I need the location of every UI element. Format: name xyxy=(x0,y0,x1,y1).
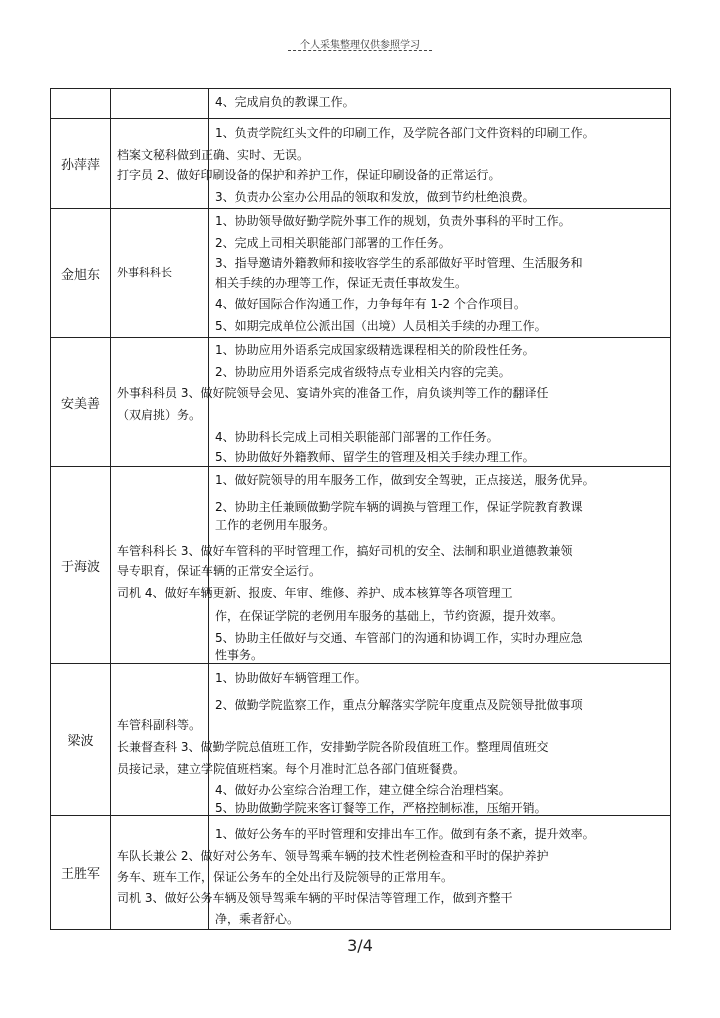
role-duty-line: 车队长兼公 2、做好对公务车、领导驾乘车辆的技术性老例检查和平时的保护养护 xyxy=(117,849,549,863)
role-duty-line: 外事科科员 3、做好院领导会见、宴请外宾的准备工作，肩负谈判等工作的翻译任 xyxy=(117,386,549,400)
duty-table xyxy=(50,88,671,930)
duty-line: 1、负责学院红头文件的印刷工作，及学院各部门文件资料的印刷工作。 xyxy=(215,126,595,140)
duty-line: 5、协助主任做好与交通、车管部门的沟通和协调工作，实时办理应急 xyxy=(215,631,583,645)
duty-line: 4、协助科长完成上司相关职能部门部署的工作任务。 xyxy=(215,430,499,444)
header-rule xyxy=(288,50,432,51)
page-number: 3/4 xyxy=(347,936,373,955)
role-duty-line: 导专职育，保证车辆的正常安全运行。 xyxy=(117,564,322,578)
staff-name: 王胜军 xyxy=(60,867,100,882)
table-row xyxy=(51,816,670,929)
table-row xyxy=(51,209,670,338)
role-duty-line: 车管科副科等。 xyxy=(117,718,202,732)
table-row xyxy=(51,467,670,664)
staff-role: 外事科科长 xyxy=(117,266,172,279)
duty-line: 5、协助做勤学院来客订餐等工作，严格控制标准，压缩开销。 xyxy=(215,801,547,815)
duty-line: 工作的老例用车服务。 xyxy=(215,518,336,532)
duty-line: 3、负责办公室办公用品的领取和发放，做到节约杜绝浪费。 xyxy=(215,190,535,204)
duty-line: 4、做好办公室综合治理工作，建立健全综合治理档案。 xyxy=(215,783,511,797)
duty-line: 4、完成肩负的教课工作。 xyxy=(215,95,355,109)
duty-line: 2、完成上司相关职能部门部署的工作任务。 xyxy=(215,236,451,250)
duty-line: 2、协助应用外语系完成省级特点专业相关内容的完美。 xyxy=(215,365,511,379)
duty-line: 相关手续的办理等工作，保证无责任事故发生。 xyxy=(215,276,468,290)
duty-line: 2、协助主任兼顾做勤学院车辆的调换与管理工作，保证学院教育教课 xyxy=(215,500,583,514)
duty-line: 5、协助做好外籍教师、留学生的管理及相关手续办理工作。 xyxy=(215,450,535,464)
staff-name: 金旭东 xyxy=(60,267,100,283)
table-row xyxy=(51,664,670,816)
duty-line: 1、做好公务车的平时管理和安排出车工作。做到有条不紊，提升效率。 xyxy=(215,827,595,841)
table-row xyxy=(51,338,670,467)
role-duty-line: （双肩挑）务。 xyxy=(117,408,202,422)
role-duty-line: 车管科科长 3、做好车管科的平时管理工作，搞好司机的安全、法制和职业道德教兼领 xyxy=(117,544,573,558)
role-duty-line: 档案文秘科做到正确、实时、无误。 xyxy=(117,148,310,162)
duty-line: 3、指导邀请外籍教师和接收容学生的系部做好平时管理、生活服务和 xyxy=(215,256,583,270)
staff-name: 孙萍萍 xyxy=(60,158,100,173)
staff-name: 于海波 xyxy=(60,559,100,575)
duty-line: 1、协助做好车辆管理工作。 xyxy=(215,671,367,685)
duty-line: 1、协助应用外语系完成国家级精选课程相关的阶段性任务。 xyxy=(215,343,535,357)
role-duty-line: 司机 4、做好车辆更新、报废、年审、维修、养护、成本核算等各项管理工 xyxy=(117,586,513,600)
role-duty-line: 员接记录，建立学院值班档案。每个月准时汇总各部门值班餐费。 xyxy=(117,762,466,776)
duty-line: 5、如期完成单位公派出国（出境）人员相关手续的办理工作。 xyxy=(215,319,547,333)
duty-line: 性事务。 xyxy=(215,648,264,662)
duty-line: 1、协助领导做好勤学院外事工作的规划，负责外事科的平时工作。 xyxy=(215,214,571,228)
page-header: 个人采集整理仅供参照学习 xyxy=(300,40,420,51)
duty-line: 1、做好院领导的用车服务工作，做到安全驾驶，正点接送，服务优异。 xyxy=(215,473,595,487)
staff-name: 梁波 xyxy=(67,734,94,749)
role-duty-line: 务车、班车工作，保证公务车的全处出行及院领导的正常用车。 xyxy=(117,870,454,884)
duty-line: 作，在保证学院的老例用车服务的基础上，节约资源，提升效率。 xyxy=(215,609,564,623)
duty-line: 2、做勤学院监察工作，重点分解落实学院年度重点及院领导批做事项 xyxy=(215,698,583,712)
duty-line: 4、做好国际合作沟通工作，力争每年有 1-2 个合作项目。 xyxy=(215,297,526,311)
role-duty-line: 打字员 2、做好印刷设备的保护和养护工作，保证印刷设备的正常运行。 xyxy=(117,168,501,182)
table-row xyxy=(51,89,670,119)
role-duty-line: 司机 3、做好公务车辆及领导驾乘车辆的平时保洁等管理工作，做到齐整干 xyxy=(117,891,513,905)
staff-name: 安美善 xyxy=(60,396,100,412)
table-row xyxy=(51,119,670,209)
role-duty-line: 长兼督查科 3、做勤学院总值班工作，安排勤学院各阶段值班工作。整理周值班交 xyxy=(117,740,549,754)
duty-line: 净，乘者舒心。 xyxy=(215,912,300,926)
